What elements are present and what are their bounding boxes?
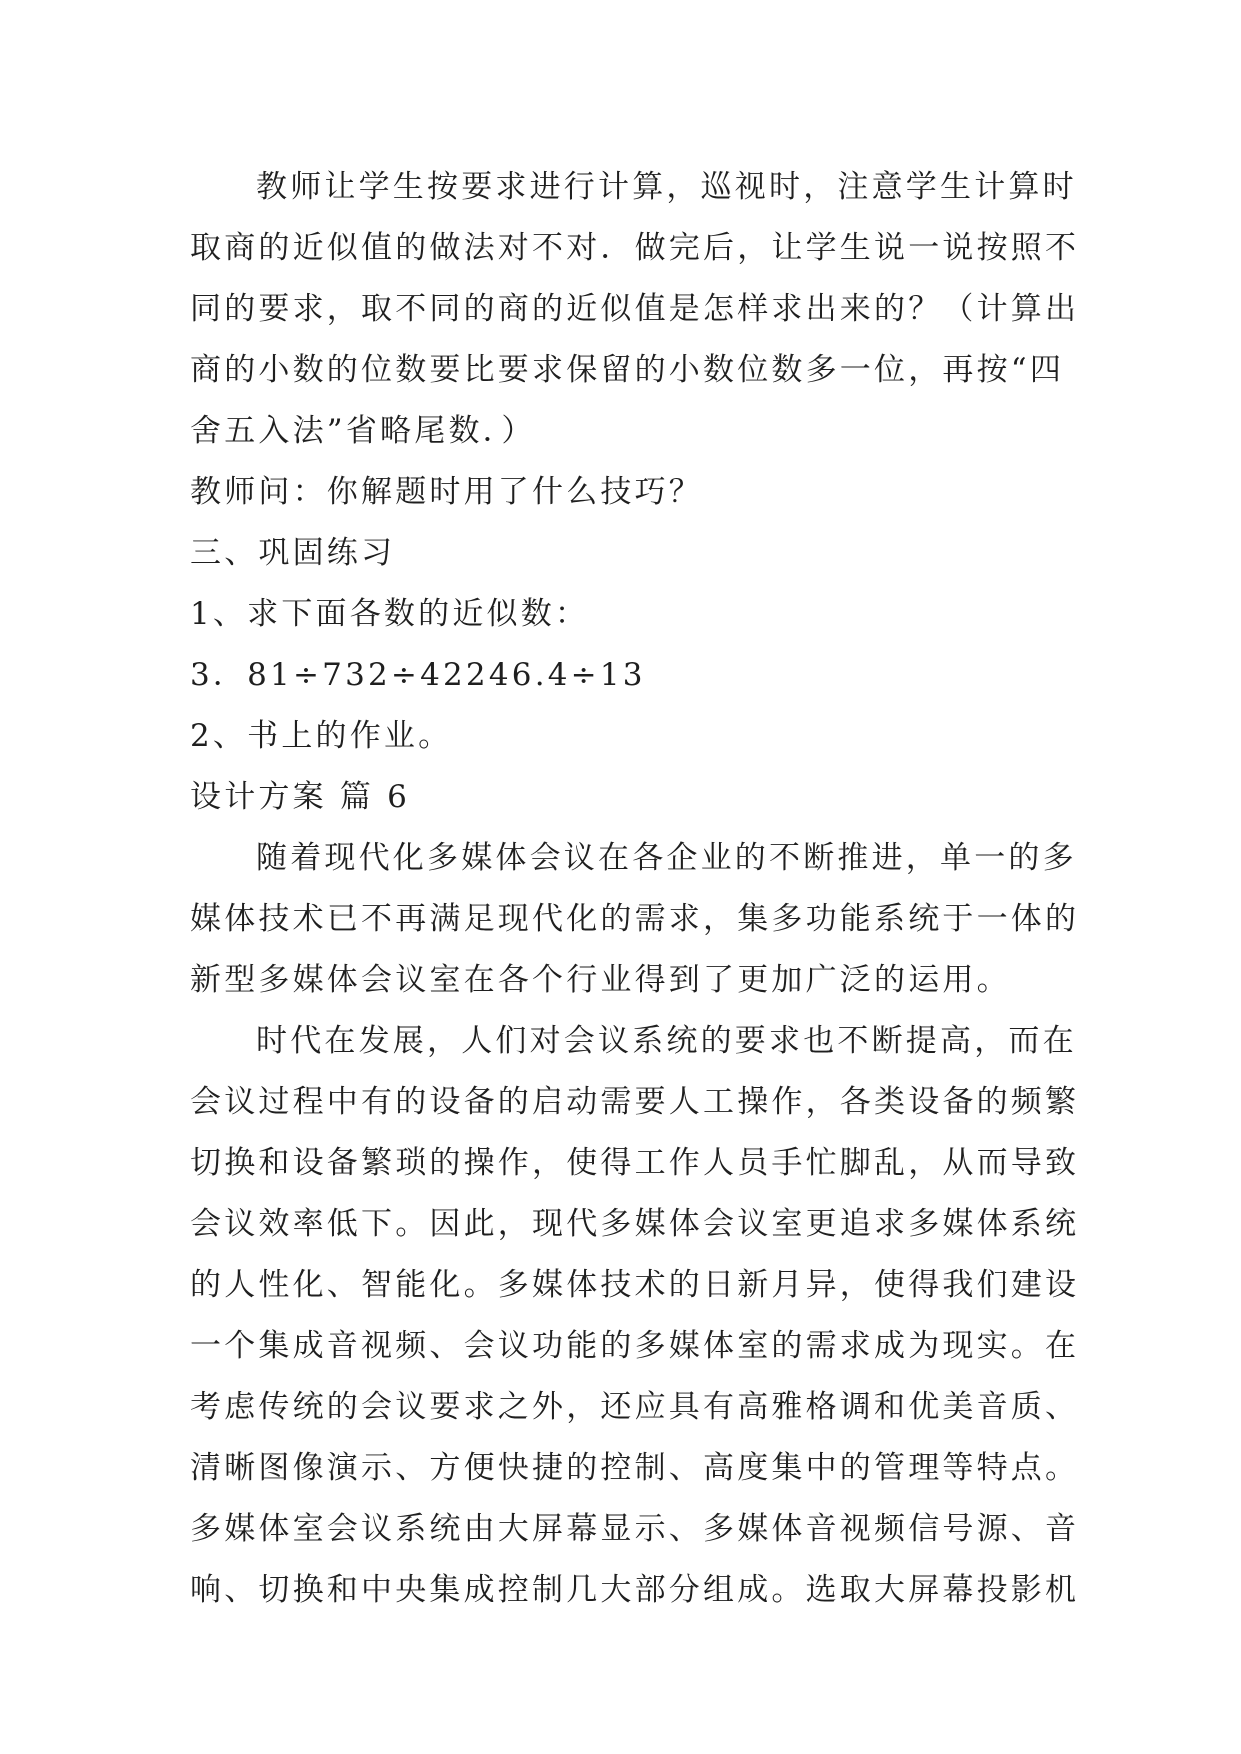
- text-line: 取商的近似值的做法对不对．做完后，让学生说一说按照不: [190, 230, 1080, 266]
- exercise-item-2: 2、书上的作业。: [190, 718, 453, 754]
- text-line: 时代在发展，人们对会议系统的要求也不断提高，而在: [256, 1023, 1077, 1059]
- text-line: 考虑传统的会议要求之外，还应具有高雅格调和优美音质、: [190, 1389, 1080, 1425]
- text-line: 清晰图像演示、方便快捷的控制、高度集中的管理等特点。: [190, 1450, 1080, 1486]
- document-body: [190, 157, 1080, 1621]
- text-line: 多媒体室会议系统由大屏幕显示、多媒体音视频信号源、音: [190, 1511, 1080, 1547]
- exercise-expression: 3．81÷732÷42246.4÷13: [190, 657, 646, 693]
- text-line: 随着现代化多媒体会议在各企业的不断推进，单一的多: [256, 840, 1077, 876]
- section-heading-design-plan: 设计方案 篇 6: [190, 779, 411, 815]
- text-line: 舍五入法”省略尾数．）: [190, 413, 536, 449]
- text-line: 的人性化、智能化。多媒体技术的日新月异，使得我们建设: [190, 1267, 1080, 1303]
- paragraph-teacher-question: 教师问：你解题时用了什么技巧？: [190, 474, 703, 510]
- exercise-item-1: 1、求下面各数的近似数：: [190, 596, 590, 632]
- text-line: 新型多媒体会议室在各个行业得到了更加广泛的运用。: [190, 962, 1011, 998]
- text-line: 会议过程中有的设备的启动需要人工操作，各类设备的频繁: [190, 1084, 1080, 1120]
- paragraph-meeting-system: [190, 1011, 1080, 1621]
- paragraph-multimedia-intro: [190, 828, 1080, 1011]
- text-line: 教师让学生按要求进行计算，巡视时，注意学生计算时: [256, 169, 1077, 205]
- paragraph-teacher-instructions: [190, 157, 1080, 462]
- text-line: 媒体技术已不再满足现代化的需求，集多功能系统于一体的: [190, 901, 1080, 937]
- text-line: 响、切换和中央集成控制几大部分组成。选取大屏幕投影机: [190, 1572, 1080, 1608]
- section-heading-practice: 三、巩固练习: [190, 535, 396, 571]
- text-line: 商的小数的位数要比要求保留的小数位数多一位，再按“四: [190, 352, 1065, 388]
- text-line: 同的要求，取不同的商的近似值是怎样求出来的？（计算出: [190, 291, 1080, 327]
- text-line: 切换和设备繁琐的操作，使得工作人员手忙脚乱，从而导致: [190, 1145, 1080, 1181]
- text-line: 一个集成音视频、会议功能的多媒体室的需求成为现实。在: [190, 1328, 1080, 1364]
- text-line: 会议效率低下。因此，现代多媒体会议室更追求多媒体系统: [190, 1206, 1080, 1242]
